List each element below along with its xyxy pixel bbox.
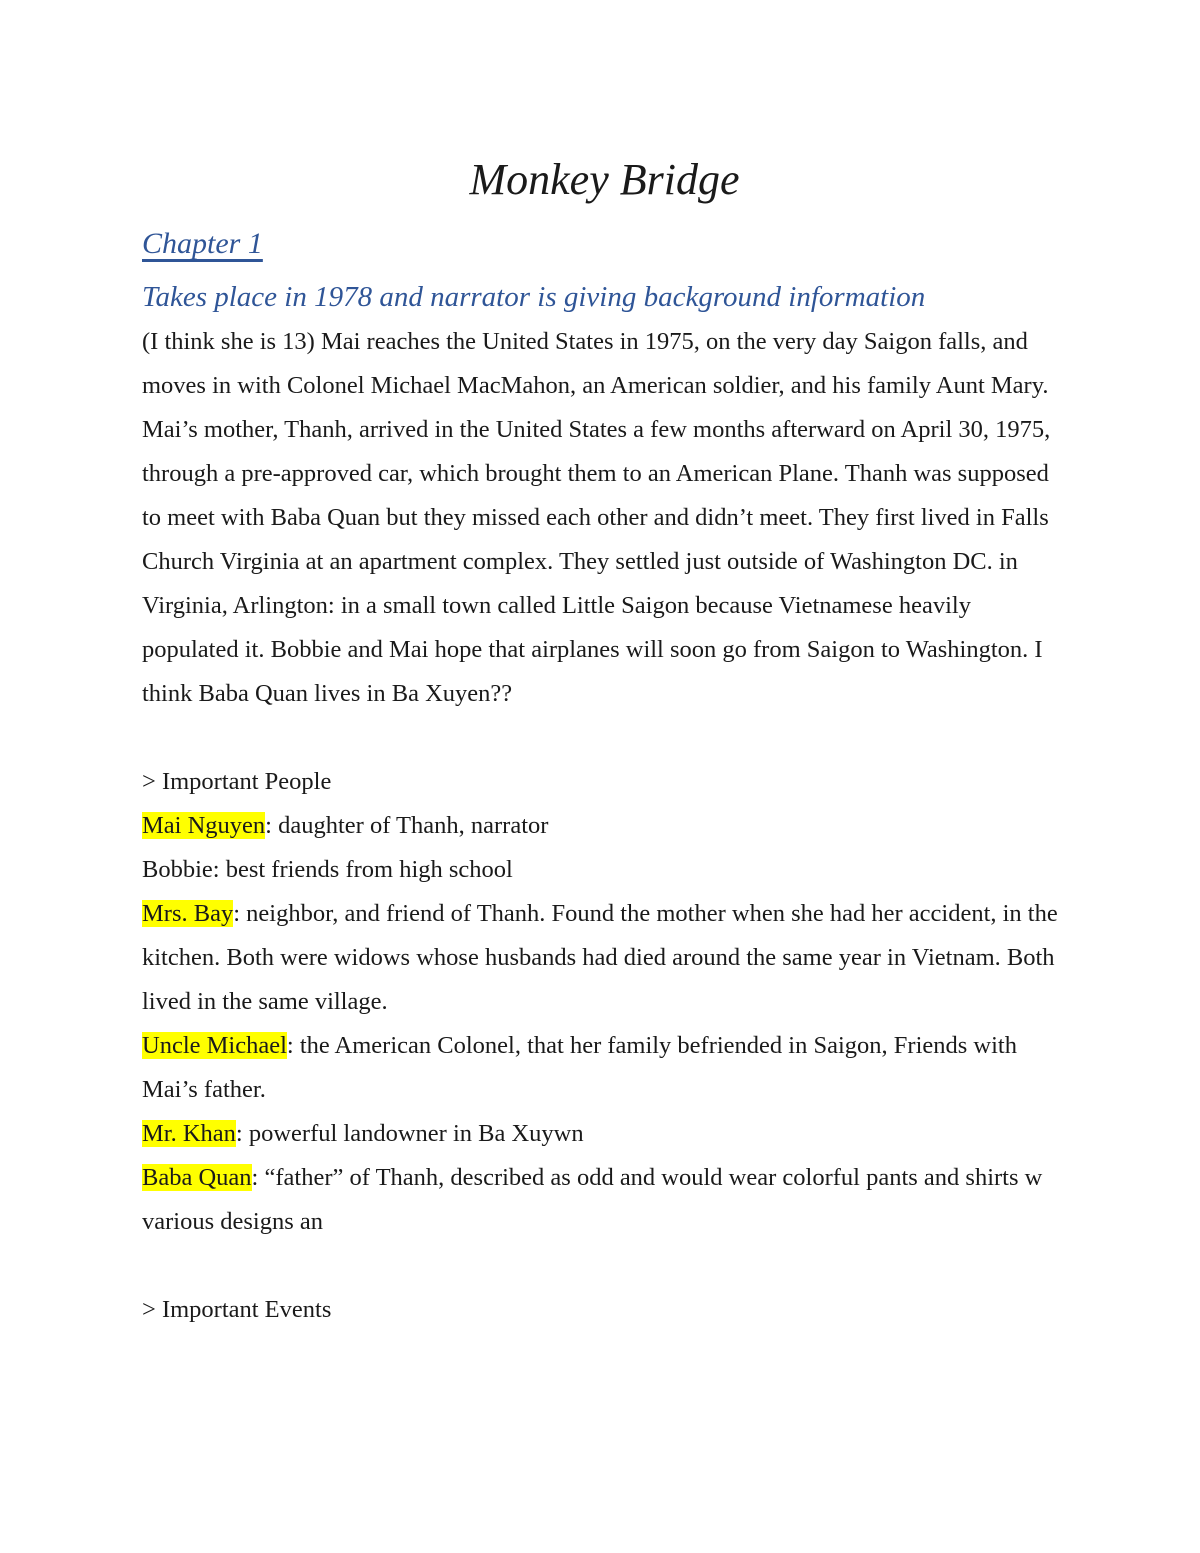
person-entry (142, 848, 1067, 892)
document-page (142, 150, 1067, 1332)
person-entry (142, 1024, 1067, 1112)
person-entry (142, 804, 1067, 848)
person-name: Baba Quan (142, 1164, 252, 1191)
person-name: Uncle Michael (142, 1032, 287, 1059)
chapter-heading: Chapter 1 (142, 227, 263, 260)
person-name: Mai Nguyen (142, 812, 266, 839)
chapter-subheading: Takes place in 1978 and narrator is giving background information (142, 281, 926, 313)
blank-line (142, 716, 1067, 760)
person-description: : best friends from high school (212, 856, 513, 883)
person-name: Mr. Khan (142, 1120, 236, 1147)
people-heading: > Important People (142, 768, 332, 795)
document-title: Monkey Bridge (469, 155, 740, 204)
person-description: : neighbor, and friend of Thanh. Found the mother when she had her accident, in the kitchen. Both were widows whose husbands had died around the same year in Vietnam. Both lived in the same village. (142, 900, 1058, 1015)
person-description: : powerful landowner in Ba Xuywn (235, 1120, 584, 1147)
person-description: : daughter of Thanh, narrator (265, 812, 549, 839)
person-description: : the American Colonel, that her family befriended in Saigon, Friends with Mai’s father. (142, 1032, 1017, 1103)
chapter-summary: (I think she is 13) Mai reaches the United States in 1975, on the very day Saigon falls, and moves in with Colonel Michael MacMahon, an American soldier, and his family Aunt Mary. Mai’s mother, Thanh, arrived in the United States a few months afterward on April 30, 1975, through a pre-approved car, which brought them to an American Plane. Thanh was supposed to meet with Baba Quan but they missed each other and didn’t meet. They first lived in Falls Church Virginia at an apartment complex. They settled just outside of Washington DC. in Virginia, Arlington: in a small town called Little Saigon because Vietnamese heavily populated it. Bobbie and Mai hope that airplanes will soon go from Saigon to Washington. I think Baba Quan lives in Ba Xuyen?? (142, 328, 1051, 707)
person-entry (142, 1156, 1067, 1244)
person-name: Bobbie (142, 856, 213, 883)
blank-line (142, 1244, 1067, 1288)
people-list (142, 804, 1067, 1244)
person-entry (142, 1112, 1067, 1156)
person-description: : “father” of Thanh, described as odd and would wear colorful pants and shirts w various designs an (142, 1164, 1043, 1235)
events-heading: > Important Events (142, 1296, 332, 1323)
person-entry (142, 892, 1067, 1024)
person-name: Mrs. Bay (142, 900, 234, 927)
